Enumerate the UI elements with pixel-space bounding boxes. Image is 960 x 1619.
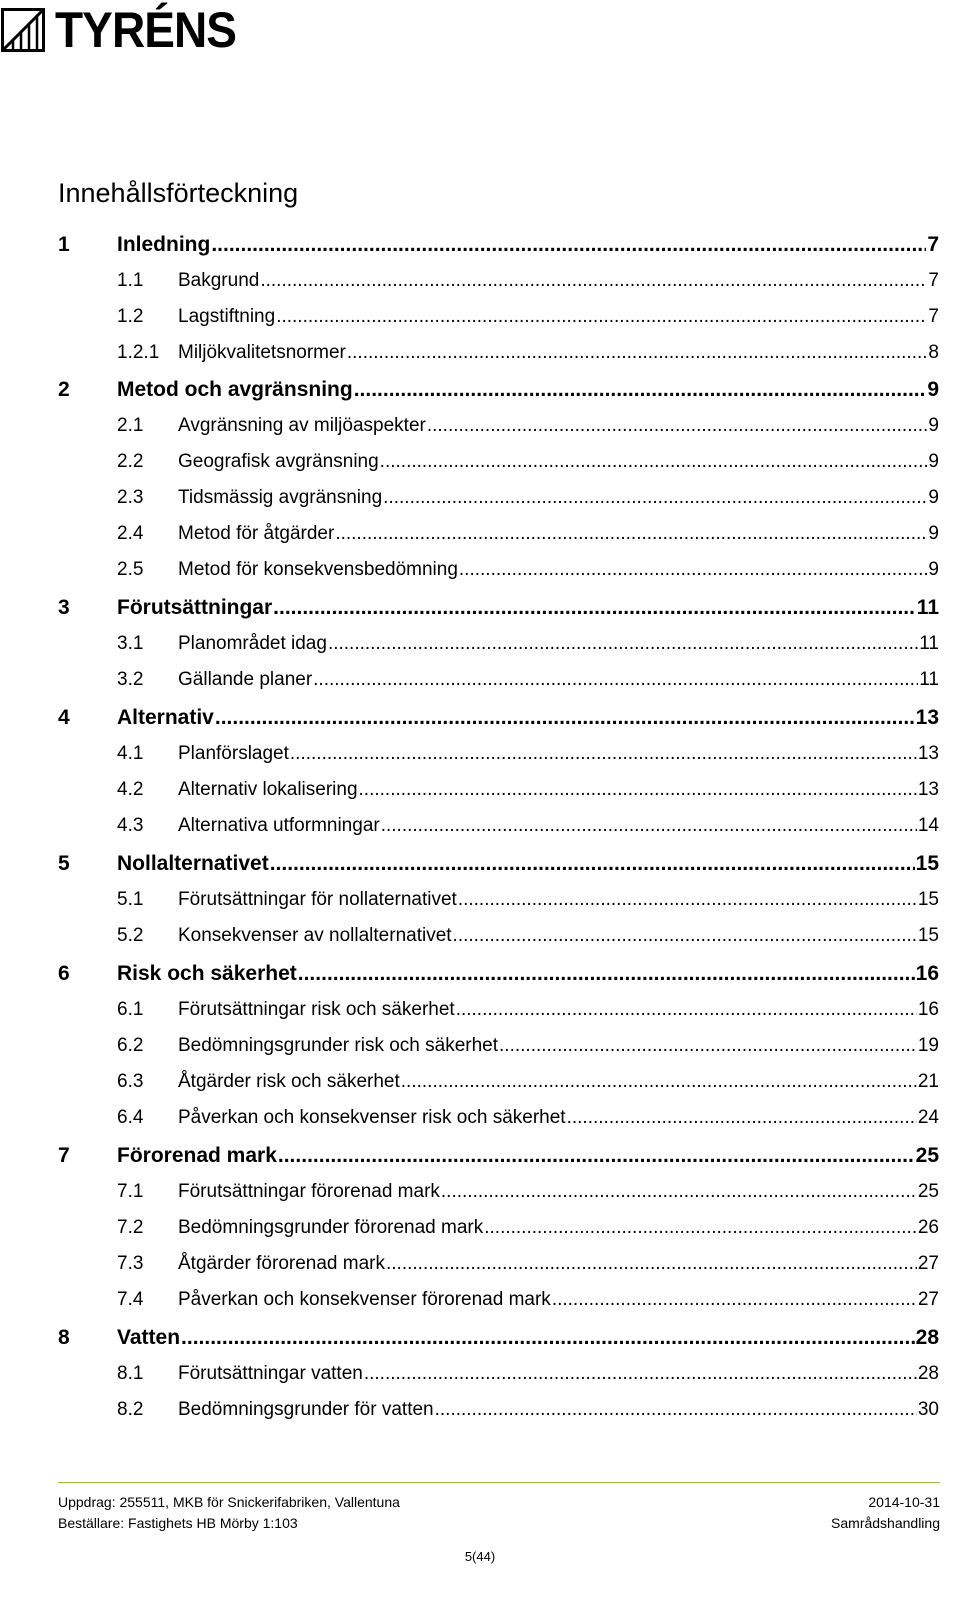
toc-entry-number: 1.2.1 [117,342,160,363]
toc-dot-leader [335,523,927,545]
toc-entry-page: 9 [928,523,939,544]
toc-dot-leader [383,487,927,509]
toc-entry-number: 8.1 [117,1363,144,1384]
toc-entry[interactable] [0,811,960,841]
toc-entry-label: Bedömningsgrunder risk och säkerhet [178,1035,499,1056]
toc-dot-leader [458,889,917,911]
toc-entry-line [117,1327,939,1349]
toc-entry-label: Metod och avgränsning [117,378,353,401]
toc-entry-page: 8 [928,342,939,363]
toc-entry-page: 7 [927,233,939,256]
toc-entry-page: 27 [917,1253,939,1274]
toc-entry-page: 27 [917,1289,939,1310]
toc-dot-leader [380,451,928,473]
toc-dot-leader [381,815,917,837]
toc-entry-page: 25 [915,1144,939,1167]
toc-entry-page: 9 [928,451,939,472]
toc-entry-label: Förutsättningar förorenad mark [178,1181,440,1202]
toc-entry-line [117,1145,939,1167]
toc-dot-leader [484,1217,917,1239]
toc-entry-label: Inledning [117,233,211,256]
toc-entry[interactable] [0,775,960,805]
toc-entry-line [178,1071,939,1093]
toc-entry[interactable] [0,519,960,549]
toc-entry-label: Planförslaget [178,743,289,764]
toc-entry-line [117,853,939,875]
toc-entry-line [178,925,939,947]
toc-entry[interactable] [0,1177,960,1207]
toc-entry-number: 2.2 [117,451,144,472]
toc-entry-page: 7 [928,306,939,327]
toc-entry-label: Metod för konsekvensbedömning [178,559,458,580]
toc-entry-line [178,342,939,364]
toc-entry-number: 3.1 [117,633,144,654]
toc-entry[interactable] [0,995,960,1025]
toc-entry-label: Förutsättningar [117,596,273,619]
toc-dot-leader [215,707,915,729]
toc-dot-leader [386,1253,917,1275]
toc-entry-line [178,999,939,1021]
toc-dot-leader [290,743,917,765]
toc-dot-leader [313,669,918,691]
toc-entry-number: 8 [58,1326,70,1349]
footer-status: Samrådshandling [831,1515,940,1531]
toc-entry-number: 5.2 [117,925,144,946]
toc-entry-label: Geografisk avgränsning [178,451,379,472]
toc-entry-line [178,1217,939,1239]
toc-entry[interactable] [0,959,960,989]
toc-entry-label: Bakgrund [178,270,260,291]
toc-entry-number: 1.1 [117,270,144,291]
toc-entry[interactable] [0,885,960,915]
toc-entry-label: Vatten [117,1326,181,1349]
toc-dot-leader [427,415,928,437]
toc-entry-number: 6.4 [117,1107,144,1128]
toc-dot-leader [364,1363,917,1385]
toc-entry-line [178,523,939,545]
toc-entry-line [178,669,939,691]
toc-entry-number: 6.2 [117,1035,144,1056]
toc-entry-label: Alternativ [117,706,214,729]
toc-entry-line [178,451,939,473]
toc-entry-label: Metod för åtgärder [178,523,335,544]
toc-entry[interactable] [0,266,960,296]
toc-entry-label: Lagstiftning [178,306,276,327]
toc-entry-line [117,379,939,401]
toc-entry-number: 2 [58,378,70,401]
toc-entry-line [178,306,939,328]
toc-dot-leader [354,379,927,401]
toc-entry-number: 2.5 [117,559,144,580]
toc-entry-line [178,1035,939,1057]
toc-entry[interactable] [0,665,960,695]
toc-entry-page: 16 [917,999,939,1020]
toc-title: Innehållsförteckning [58,178,299,208]
toc-entry-label: Planområdet idag [178,633,327,654]
toc-entry-number: 4.3 [117,815,144,836]
toc-entry[interactable] [0,447,960,477]
toc-dot-leader [298,963,915,985]
toc-entry[interactable] [0,230,960,260]
toc-entry-number: 6.3 [117,1071,144,1092]
toc-entry-label: Förutsättningar för nollaternativet [178,889,457,910]
toc-entry[interactable] [0,1359,960,1389]
toc-entry-number: 2.3 [117,487,144,508]
toc-entry-label: Konsekvenser av nollalternativet [178,925,452,946]
toc-entry-line [178,1399,939,1421]
toc-entry-number: 8.2 [117,1399,144,1420]
toc-entry-label: Avgränsning av miljöaspekter [178,415,426,436]
toc-entry[interactable] [0,593,960,623]
toc-entry[interactable] [0,483,960,513]
toc-dot-leader [270,853,915,875]
toc-entry-line [178,1363,939,1385]
toc-entry-page: 15 [917,889,939,910]
toc-entry[interactable] [0,1285,960,1315]
toc-entry-label: Nollalternativet [117,852,269,875]
toc-entry-label: Påverkan och konsekvenser förorenad mark [178,1289,551,1310]
toc-entry-label: Förutsättningar vatten [178,1363,363,1384]
toc-entry[interactable] [0,703,960,733]
toc-entry-number: 6.1 [117,999,144,1020]
toc-entry-page: 16 [915,962,939,985]
footer-divider [58,1482,940,1483]
toc-dot-leader [273,597,916,619]
toc-entry-page: 24 [917,1107,939,1128]
toc-entry-page: 28 [917,1363,939,1384]
toc-entry-number: 5.1 [117,889,144,910]
toc-entry-page: 21 [917,1071,939,1092]
toc-entry-number: 5 [58,852,70,875]
toc-entry-label: Åtgärder risk och säkerhet [178,1071,400,1092]
toc-dot-leader [459,559,928,581]
toc-dot-leader [401,1071,917,1093]
footer-page-number: 5(44) [464,1549,496,1564]
toc-dot-leader [276,306,927,328]
toc-entry-page: 14 [917,815,939,836]
toc-entry-page: 11 [919,633,939,654]
toc-entry-number: 7.2 [117,1217,144,1238]
toc-entry-label: Bedömningsgrunder förorenad mark [178,1217,484,1238]
toc-entry-number: 7 [58,1144,70,1167]
toc-entry[interactable] [0,629,960,659]
toc-entry-page: 11 [916,596,939,619]
toc-dot-leader [278,1145,915,1167]
toc-dot-leader [453,925,917,947]
toc-entry-line [178,415,939,437]
toc-entry-number: 2.4 [117,523,144,544]
toc-entry-line [178,779,939,801]
toc-entry-line [178,1253,939,1275]
toc-entry-label: Alternativ lokalisering [178,779,358,800]
toc-dot-leader [211,234,926,256]
toc-dot-leader [552,1289,917,1311]
toc-entry-page: 15 [915,852,939,875]
toc-dot-leader [347,342,928,364]
toc-entry[interactable] [0,1103,960,1133]
toc-entry-page: 7 [928,270,939,291]
toc-dot-leader [567,1107,917,1129]
brand-logo [1,2,252,58]
toc-dot-leader [328,633,918,655]
toc-entry-page: 11 [919,669,939,690]
toc-entry-number: 3 [58,596,70,619]
toc-entry-number: 7.1 [117,1181,144,1202]
toc-dot-leader [359,779,917,801]
tyrens-logo-icon [1,8,45,52]
toc-entry-label: Påverkan och konsekvenser risk och säkerhet [178,1107,566,1128]
toc-entry-line [117,707,939,729]
toc-entry-label: Risk och säkerhet [117,962,297,985]
footer-client: Beställare: Fastighets HB Mörby 1:103 [58,1515,298,1531]
toc-entry-line [117,234,939,256]
toc-dot-leader [499,1035,917,1057]
toc-entry-page: 26 [917,1217,939,1238]
toc-entry[interactable] [0,1031,960,1061]
toc-entry-line [117,597,939,619]
toc-entry-number: 2.1 [117,415,144,436]
toc-entry[interactable] [0,411,960,441]
toc-entry-number: 7.4 [117,1289,144,1310]
toc-entry-number: 4.2 [117,779,144,800]
toc-entry-number: 4.1 [117,743,144,764]
toc-entry-number: 1 [58,233,70,256]
toc-entry-line [178,889,939,911]
toc-dot-leader [441,1181,917,1203]
toc-entry-line [178,1181,939,1203]
toc-entry-number: 6 [58,962,70,985]
toc-entry[interactable] [0,375,960,405]
toc-entry-label: Förorenad mark [117,1144,277,1167]
toc-entry-page: 9 [928,559,939,580]
toc-entry-page: 15 [917,925,939,946]
toc-entry-number: 4 [58,706,70,729]
toc-entry-label: Alternativa utformningar [178,815,380,836]
toc-entry[interactable] [0,921,960,951]
toc-entry[interactable] [0,338,960,368]
toc-entry-line [178,270,939,292]
toc-entry-page: 25 [917,1181,939,1202]
toc-entry-page: 30 [917,1399,939,1420]
toc-entry-page: 28 [915,1326,939,1349]
toc-dot-leader [456,999,917,1021]
toc-entry-label: Åtgärder förorenad mark [178,1253,385,1274]
toc-entry[interactable] [0,1249,960,1279]
toc-entry-line [178,1289,939,1311]
toc-dot-leader [181,1327,915,1349]
toc-entry-line [178,743,939,765]
toc-entry-line [178,1107,939,1129]
footer-assignment: Uppdrag: 255511, MKB för Snickerifabriken, Vallentuna [58,1494,400,1510]
toc-entry-label: Bedömningsgrunder för vatten [178,1399,434,1420]
toc-entry-line [178,633,939,655]
toc-entry[interactable] [0,1395,960,1425]
toc-entry-line [117,963,939,985]
toc-entry-page: 13 [917,779,939,800]
toc-entry-number: 3.2 [117,669,144,690]
toc-dot-leader [435,1399,917,1421]
toc-entry-line [178,815,939,837]
toc-entry-page: 13 [915,706,939,729]
toc-entry[interactable] [0,739,960,769]
toc-entry[interactable] [0,849,960,879]
toc-entry[interactable] [0,302,960,332]
footer-date: 2014-10-31 [868,1494,940,1510]
toc-entry-label: Förutsättningar risk och säkerhet [178,999,455,1020]
toc-entry[interactable] [0,1213,960,1243]
toc-entry[interactable] [0,1141,960,1171]
toc-entry-label: Gällande planer [178,669,313,690]
toc-entry[interactable] [0,555,960,585]
toc-entry-page: 9 [928,487,939,508]
toc-entry-page: 9 [927,378,939,401]
toc-entry-page: 9 [928,415,939,436]
toc-entry-number: 1.2 [117,306,144,327]
toc-entry-line [178,487,939,509]
toc-entry-number: 7.3 [117,1253,144,1274]
toc-entry-line [178,559,939,581]
toc-entry[interactable] [0,1067,960,1097]
toc-entry-label: Tidsmässig avgränsning [178,487,383,508]
toc-entry-page: 13 [917,743,939,764]
toc-dot-leader [260,270,927,292]
toc-entry-label: Miljökvalitetsnormer [178,342,346,363]
brand-name: TYRÉNS [55,2,237,58]
toc-entry-page: 19 [917,1035,939,1056]
toc-entry[interactable] [0,1323,960,1353]
